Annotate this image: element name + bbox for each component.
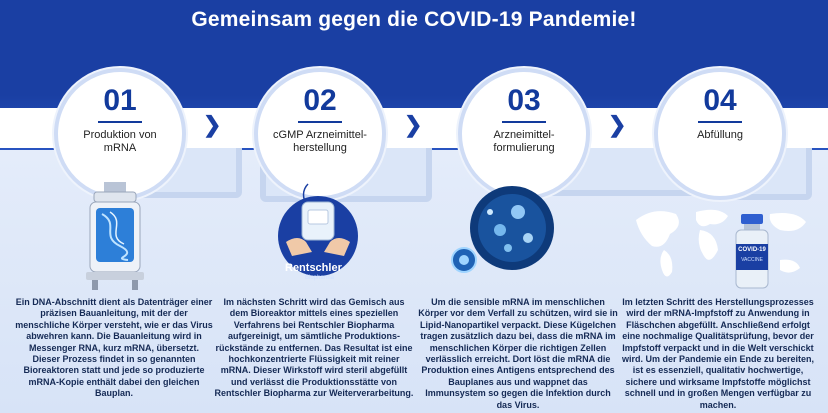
step-3-circle (458, 68, 590, 200)
step-4-label: Abfüllung (697, 129, 743, 141)
logo-name: Rentschler (285, 262, 342, 274)
nanoparticle-icon (448, 182, 558, 292)
step-divider (98, 121, 142, 123)
bioreactor-icon (80, 180, 150, 292)
step-divider (502, 121, 546, 123)
step-2-label: cGMP Arzneimittel-herstellung (273, 129, 367, 154)
world-map-icon (630, 200, 810, 290)
step-3-description: Um die sensible mRNA im menschlichen Körper vor dem Verfall zu schützen, wird sie in Lipid-Nanopartikel verpackt. Diese Kügelchen tragen zusätzlich dazu bei, dass die mRNA im menschlichen Körper die richtigen Zellen verlässlich erreicht. Dort löst die mRNA die Produktion eines Antigens entsprechend des Bauplanes aus und wappnet das Immunsystem so gegen die Infektion durch das Virus. (418, 297, 618, 410)
vial-label-line1: COVID-19 (738, 247, 766, 253)
logo-sub: Biopharma (305, 275, 335, 281)
step-2-description: Im nächsten Schritt wird das Gemisch aus dem Bioreaktor mittels eines speziellen Verfahrens bei Rentschler Biopharma aufgereinigt, um sämtliche Produktions-rückstände zu entfernen. Das Resultat ist eine hochkonzentrierte Flüssigkeit mit reiner mRNA. Dieser Wirkstoff wird steril abgefüllt und verlässt die Produktionsstätte von Rentschler Biopharma zur Weiterverarbeitung. (214, 297, 414, 399)
step-1-label: Produktion von mRNA (83, 129, 157, 154)
step-3-label: Arzneimittel-formulierung (493, 129, 555, 154)
chevron-right-icon: ❯ (203, 112, 222, 137)
step-4-number: 04 (703, 84, 737, 117)
chevron-right-icon: ❯ (404, 112, 423, 137)
chevron-right-icon: ❯ (608, 112, 627, 137)
step-1-description: Ein DNA-Abschnitt dient als Datenträger einer präzisen Bauanleitung, mit der der menschliche Körper versteht, wie er das Virus abwehren kann. Die Bauanleitung wird in Messenger RNA, kurz mRNA, übersetzt. Dieser Prozess findet in so genannten Bioreaktoren statt und jede so produzierte mRNA-Kopie enthält dabei den gleichen Bauplan. (15, 297, 213, 399)
step-2-number: 02 (303, 84, 337, 117)
step-3-number: 03 (507, 84, 541, 117)
step-1-number: 01 (103, 84, 137, 117)
vial-label-line2: VACCINE (741, 257, 763, 263)
page-title: Gemeinsam gegen die COVID-19 Pandemie! (191, 8, 637, 31)
step-divider (298, 121, 342, 123)
step-4-description: Im letzten Schritt des Herstellungsprozesses wird der mRNA-Impfstoff zu Anwendung in Fläschchen abgefüllt. Anschließend erfolgt eine nochmalige Qualitätsprüfung, bevor der Impfstoff verpackt und in die Welt verschickt wird. Um der Pandemie ein Ende zu bereiten, ist es essenziell, qualitativ hochwertige, sichere und wirksame Impfstoffe möglichst schnell und in großen Mengen verfügbar zu machen. (621, 297, 815, 410)
step-4-circle (654, 68, 786, 200)
step-divider (698, 121, 742, 123)
